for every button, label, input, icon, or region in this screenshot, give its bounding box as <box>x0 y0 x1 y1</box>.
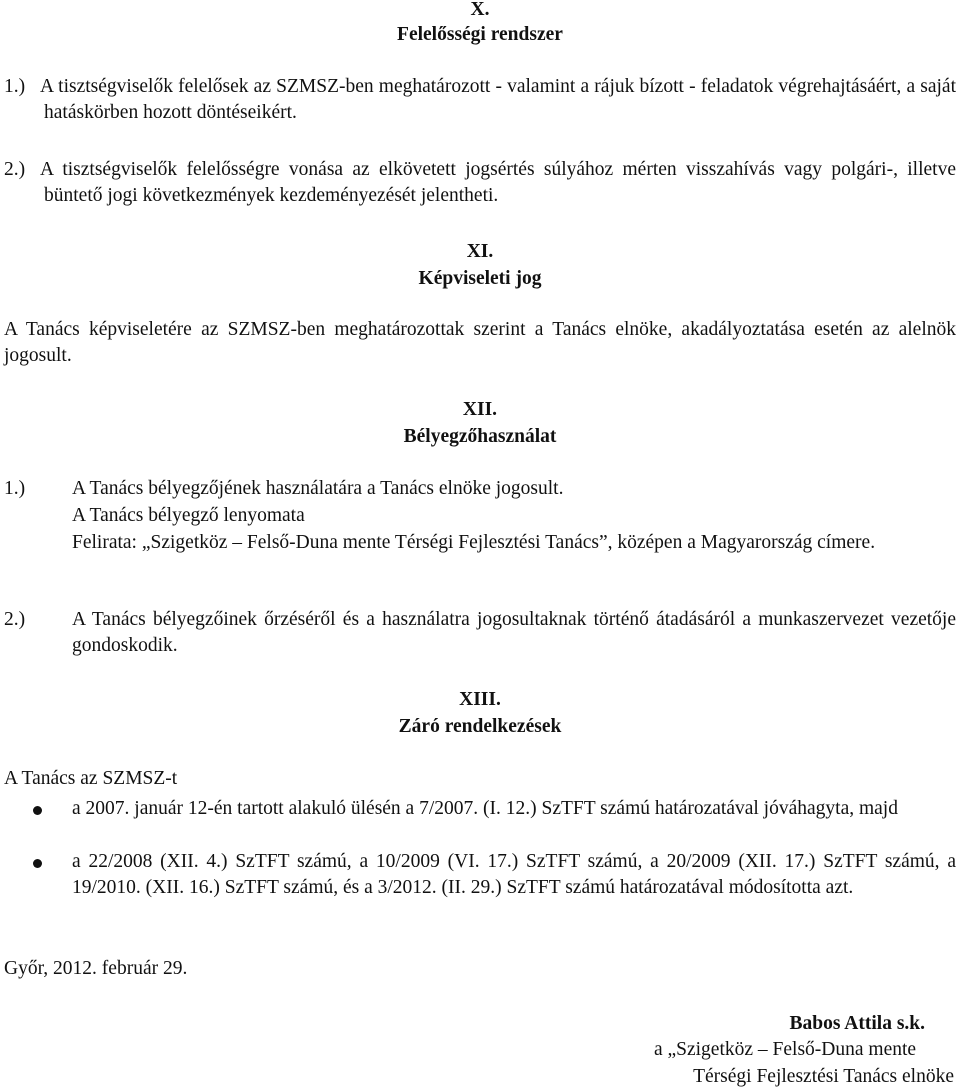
section-x-title: Felelősségi rendszer <box>397 24 563 45</box>
section-x-item-2-text: A tisztségviselők felelősségre vonása az elkövetett jogsértés súlyához mérten visszahívás vagy polgári-, illetve büntető jogi következmények kezdeményezését jelentheti. <box>40 159 956 206</box>
section-xii-item-2-text: A Tanács bélyegzőinek őrzéséről és a használatra jogosultaknak történő átadásáról a munkaszervezet vezetője gondoskodik. <box>72 609 956 656</box>
signature-line-2: Térségi Fejlesztési Tanács elnöke <box>693 1066 954 1087</box>
section-xi-text: A Tanács képviseletére az SZMSZ-ben meghatározottak szerint a Tanács elnöke, akadályoztatása esetén az alelnök jogosult. <box>4 319 956 366</box>
signature-line-1: a „Szigetköz – Felső-Duna mente <box>653 1039 917 1060</box>
section-xiii-bullet-2: a 22/2008 (XII. 4.) SzTFT számú, a 10/2009 (VI. 17.) SzTFT számú, a 20/2009 (XII. 17.) SzTFT számú, a 19/2010. (XII. 16.) SzTFT számú, és a 3/2012. (II. 29.) SzTFT számú határozatával módosította azt. <box>72 851 956 898</box>
section-x-item-1-number: 1.) <box>4 76 26 97</box>
section-x-number: X. <box>470 0 490 20</box>
section-xiii-intro: A Tanács az SZMSZ-t <box>4 768 178 789</box>
place-date: Győr, 2012. február 29. <box>4 958 188 979</box>
section-xii-number: XII. <box>462 399 498 420</box>
section-xii-title: Bélyegzőhasználat <box>403 426 557 447</box>
section-xii-item-1-line-1: A Tanács bélyegzőjének használatára a Tanács elnöke jogosult. <box>72 478 564 499</box>
section-xiii-number: XIII. <box>459 689 501 710</box>
section-xii-item-1-number: 1.) <box>4 478 26 499</box>
section-xiii-title: Záró rendelkezések <box>398 716 562 737</box>
bullet-icon <box>33 859 42 868</box>
section-xii-item-2-number: 2.) <box>4 609 26 630</box>
section-x-item-2-number: 2.) <box>4 159 26 180</box>
section-x-item-1-text: A tisztségviselők felelősek az SZMSZ-ben meghatározott - valamint a rájuk bízott - feladatok végrehajtásáért, a saját hatáskörben hozott döntéseikért. <box>40 76 956 123</box>
section-xi-number: XI. <box>466 241 494 262</box>
section-xii-item-1-line-2: A Tanács bélyegző lenyomata <box>72 505 305 526</box>
signature-name: Babos Attila s.k. <box>789 1013 925 1034</box>
section-xii-item-1-line-3: Felirata: „Szigetköz – Felső-Duna mente Térségi Fejlesztési Tanács”, középen a Magyarország címere. <box>72 532 876 553</box>
section-xi-title: Képviseleti jog <box>418 268 542 289</box>
section-xiii-bullet-1: a 2007. január 12-én tartott alakuló ülésén a 7/2007. (I. 12.) SzTFT számú határozatával jóváhagyta, majd <box>72 798 898 819</box>
bullet-icon <box>33 806 42 815</box>
